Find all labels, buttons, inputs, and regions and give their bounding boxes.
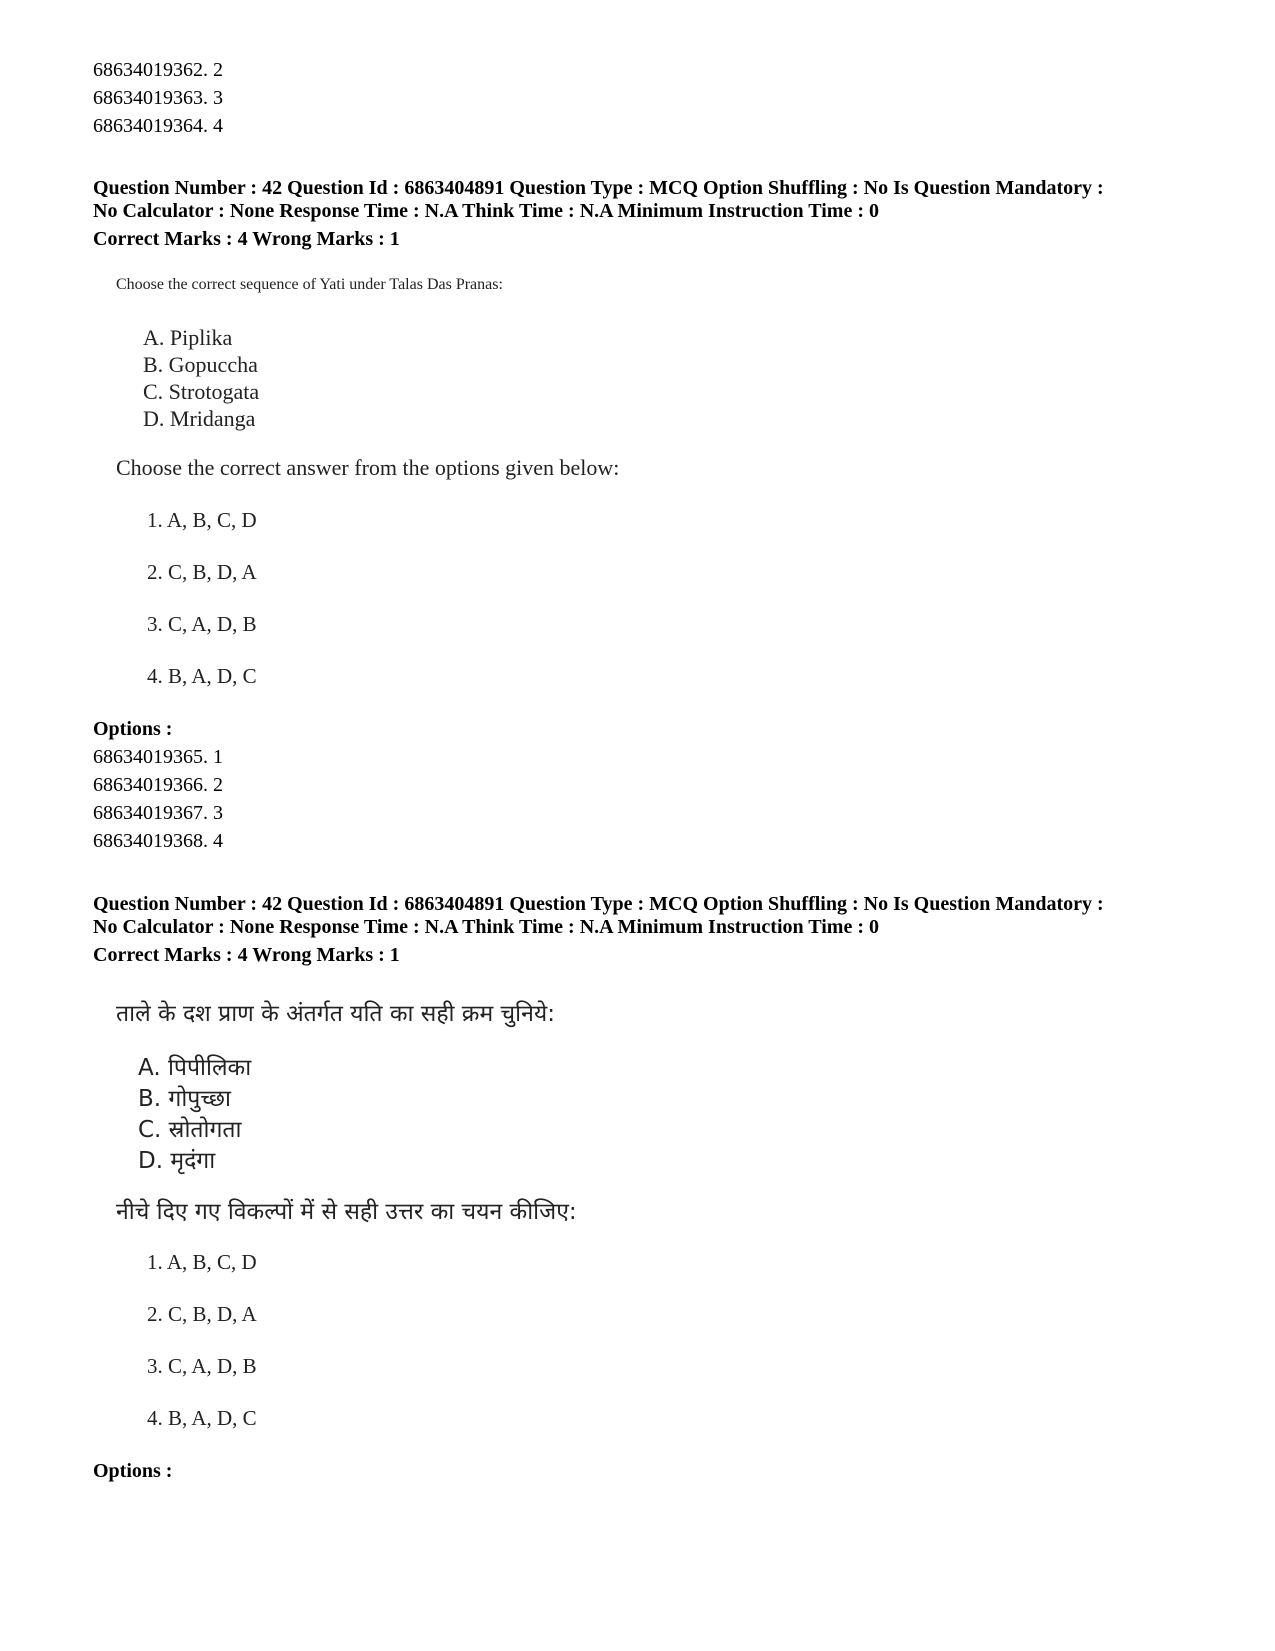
- question-item: [116, 352, 258, 378]
- question-item: D. मृदंगा: [138, 1148, 216, 1174]
- question-instruction: नीचे दिए गए विकल्पों में से सही उत्तर का चयन कीजिए:: [116, 1199, 577, 1225]
- question-item: [116, 406, 255, 432]
- choice-text: 3. C, A, D, B: [147, 612, 257, 636]
- question-item: [116, 325, 232, 351]
- option-line: 68634019366. 2: [93, 774, 223, 796]
- item-text: C. Strotogata: [143, 379, 260, 404]
- options-label: Options :: [93, 1460, 173, 1482]
- instruction-text: Choose the correct answer from the options given below:: [116, 455, 620, 480]
- choice-text: 4. B, A, D, C: [147, 664, 257, 688]
- choice-text: 1. A, B, C, D: [147, 508, 257, 532]
- question-item: C. स्रोतोगता: [138, 1117, 242, 1143]
- option-line: 68634019367. 3: [93, 802, 223, 824]
- choice-text: 2. C, B, D, A: [147, 560, 257, 584]
- options-label: Options :: [93, 718, 173, 740]
- choice-text: 2. C, B, D, A: [147, 1302, 257, 1326]
- answer-choice: [116, 612, 257, 637]
- question-item: B. गोपुच्छा: [138, 1086, 231, 1112]
- question-marks: Correct Marks : 4 Wrong Marks : 1: [93, 228, 400, 250]
- question-stem: ताले के दश प्राण के अंतर्गत यति का सही क्रम चुनिये:: [116, 1001, 555, 1027]
- question-stem: Choose the correct sequence of Yati under Talas Das Pranas:: [116, 276, 503, 293]
- answer-choice: [116, 1302, 257, 1327]
- answer-choice: [116, 508, 257, 533]
- option-line: 68634019368. 4: [93, 830, 223, 852]
- question-meta-line: No Calculator : None Response Time : N.A Think Time : N.A Minimum Instruction Time : 0: [93, 916, 879, 938]
- answer-choice: [116, 664, 257, 689]
- answer-choice: [116, 560, 257, 585]
- choice-text: 1. A, B, C, D: [147, 1250, 257, 1274]
- question-meta-line: Question Number : 42 Question Id : 6863404891 Question Type : MCQ Option Shuffling : No Is Question Mandatory :: [93, 177, 1104, 199]
- answer-choice: [116, 1250, 257, 1275]
- item-text: B. Gopuccha: [143, 352, 258, 377]
- answer-choice: [116, 1406, 257, 1431]
- choice-text: 3. C, A, D, B: [147, 1354, 257, 1378]
- question-item: [116, 379, 259, 405]
- option-line: 68634019363. 3: [93, 87, 223, 109]
- answer-choice: [116, 1354, 257, 1379]
- question-meta-line: No Calculator : None Response Time : N.A Think Time : N.A Minimum Instruction Time : 0: [93, 200, 879, 222]
- question-item: A. पिपीलिका: [138, 1055, 252, 1081]
- option-line: 68634019364. 4: [93, 115, 223, 137]
- question-instruction: [116, 455, 619, 481]
- question-marks: Correct Marks : 4 Wrong Marks : 1: [93, 944, 400, 966]
- item-text: A. Piplika: [143, 325, 233, 350]
- option-line: 68634019365. 1: [93, 746, 223, 768]
- option-line: 68634019362. 2: [93, 59, 223, 81]
- item-text: D. Mridanga: [143, 406, 256, 431]
- choice-text: 4. B, A, D, C: [147, 1406, 257, 1430]
- question-meta-line: Question Number : 42 Question Id : 6863404891 Question Type : MCQ Option Shuffling : No Is Question Mandatory :: [93, 893, 1104, 915]
